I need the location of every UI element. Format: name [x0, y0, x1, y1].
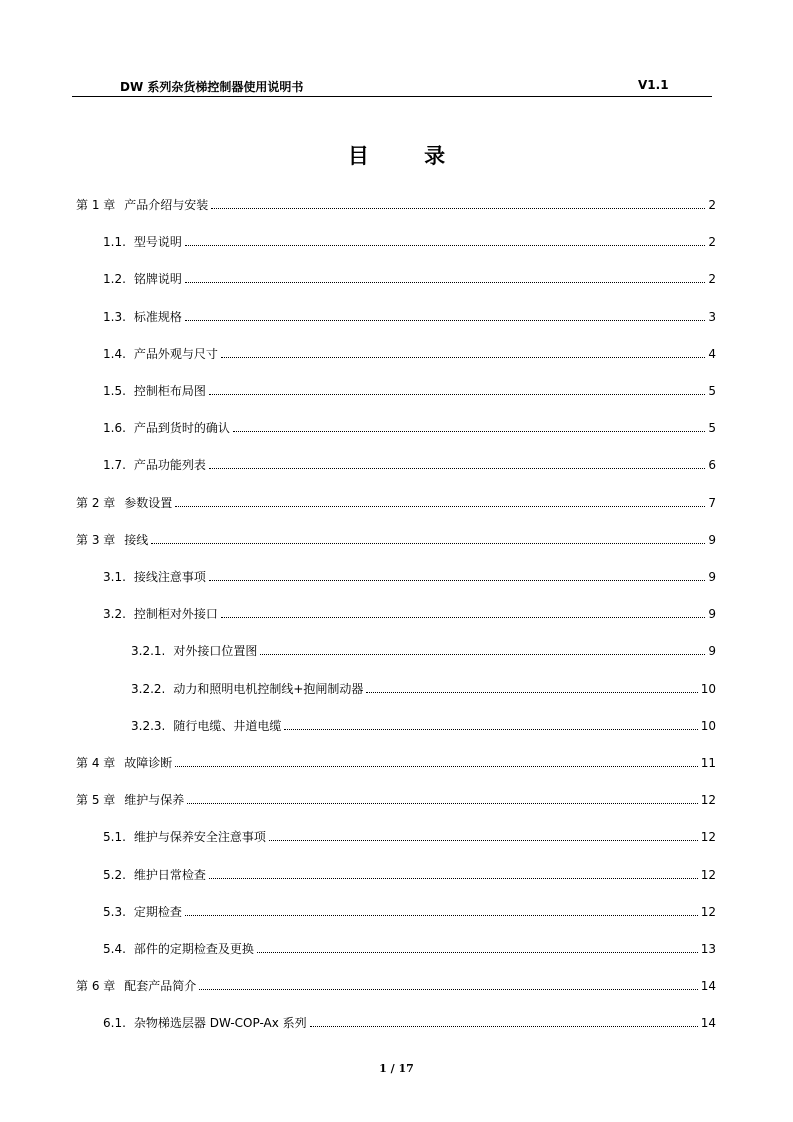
document-version: V1.1 — [638, 78, 669, 92]
toc-entry-page: 13 — [700, 942, 716, 956]
toc-entry-page: 12 — [700, 830, 716, 844]
toc-entry[interactable] — [131, 642, 716, 660]
toc-entry-page: 9 — [708, 607, 716, 621]
toc-entry-page: 6 — [708, 458, 716, 472]
toc-entry-title: 产品介绍与安装 — [124, 198, 209, 212]
toc-entry[interactable] — [103, 1014, 716, 1032]
toc-entry-number: 1.1. — [103, 235, 126, 249]
toc-entry[interactable] — [103, 345, 716, 363]
toc-dot-leader — [151, 543, 705, 544]
toc-entry-number: 1.2. — [103, 272, 126, 286]
toc-dot-leader — [187, 803, 697, 804]
toc-entry-title: 维护与保养安全注意事项 — [133, 830, 266, 844]
toc-entry-page: 3 — [708, 310, 716, 324]
toc-entry-page: 12 — [700, 868, 716, 882]
toc-entry-page: 5 — [708, 421, 716, 435]
toc-dot-leader — [211, 208, 705, 209]
toc-entry-title: 参数设置 — [124, 496, 173, 510]
toc-entry-number: 1.5. — [103, 384, 126, 398]
toc-entry[interactable] — [103, 382, 716, 400]
toc-entry[interactable] — [103, 568, 716, 586]
toc-heading: 目 录 — [347, 143, 470, 168]
toc-entry[interactable] — [103, 456, 716, 474]
toc-entry[interactable] — [103, 903, 716, 921]
toc-entry-title: 产品功能列表 — [133, 458, 206, 472]
toc-dot-leader — [233, 431, 705, 432]
toc-entry-title: 维护日常检查 — [133, 868, 206, 882]
toc-dot-leader — [185, 915, 698, 916]
toc-dot-leader — [199, 989, 697, 990]
toc-dot-leader — [221, 617, 705, 618]
toc-entry-page: 14 — [700, 979, 716, 993]
toc-dot-leader — [260, 654, 705, 655]
toc-dot-leader — [185, 320, 705, 321]
toc-entry-number: 1.4. — [103, 347, 126, 361]
toc-entry-page: 12 — [700, 905, 716, 919]
toc-dot-leader — [366, 692, 697, 693]
toc-entry-page: 14 — [700, 1016, 716, 1030]
toc-entry-page: 5 — [708, 384, 716, 398]
toc-entry-number: 5.2. — [103, 868, 126, 882]
toc-entry-number: 第 1 章 — [76, 198, 116, 212]
toc-entry[interactable] — [131, 680, 716, 698]
toc-dot-leader — [209, 394, 705, 395]
toc-entry-page: 9 — [708, 533, 716, 547]
toc-entry[interactable] — [76, 977, 716, 995]
toc-dot-leader — [209, 580, 705, 581]
toc-entry-page: 10 — [700, 682, 716, 696]
toc-entry[interactable] — [131, 717, 716, 735]
toc-entry-page: 9 — [708, 644, 716, 658]
toc-entry-page: 10 — [700, 719, 716, 733]
toc-entry-number: 1.6. — [103, 421, 126, 435]
toc-entry-title: 控制柜布局图 — [133, 384, 206, 398]
toc-entry[interactable] — [103, 308, 716, 326]
toc-entry-page: 4 — [708, 347, 716, 361]
toc-entry[interactable] — [76, 791, 716, 809]
toc-entry-title: 标准规格 — [133, 310, 182, 324]
toc-entry-title: 对外接口位置图 — [173, 644, 258, 658]
toc-entry-page: 11 — [700, 756, 716, 770]
toc-entry-number: 3.2.2. — [131, 682, 166, 696]
toc-entry-number: 6.1. — [103, 1016, 126, 1030]
toc-entry-page: 2 — [708, 198, 716, 212]
toc-dot-leader — [221, 357, 705, 358]
toc-dot-leader — [257, 952, 698, 953]
toc-entry-number: 第 2 章 — [76, 496, 116, 510]
toc-entry-title: 产品到货时的确认 — [133, 421, 230, 435]
toc-entry-title: 铭牌说明 — [133, 272, 182, 286]
toc-entry-number: 3.2. — [103, 607, 126, 621]
toc-dot-leader — [175, 506, 705, 507]
toc-entry-title: 接线注意事项 — [133, 570, 206, 584]
toc-entry-title: 维护与保养 — [124, 793, 185, 807]
toc-entry-number: 3.2.1. — [131, 644, 166, 658]
toc-entry[interactable] — [103, 233, 716, 251]
toc-entry-title: 接线 — [124, 533, 149, 547]
toc-entry[interactable] — [103, 419, 716, 437]
toc-dot-leader — [269, 840, 698, 841]
toc-entry[interactable] — [76, 531, 716, 549]
toc-dot-leader — [310, 1026, 698, 1027]
toc-entry[interactable] — [76, 494, 716, 512]
toc-entry-number: 5.4. — [103, 942, 126, 956]
toc-entry[interactable] — [76, 196, 716, 214]
toc-entry-page: 2 — [708, 235, 716, 249]
toc-entry-title: 故障诊断 — [124, 756, 173, 770]
toc-dot-leader — [284, 729, 697, 730]
toc-entry[interactable] — [103, 940, 716, 958]
toc-entry-number: 5.3. — [103, 905, 126, 919]
toc-entry-number: 第 4 章 — [76, 756, 116, 770]
toc-dot-leader — [185, 282, 705, 283]
toc-entry-number: 5.1. — [103, 830, 126, 844]
toc-entry-number: 第 3 章 — [76, 533, 116, 547]
toc-entry-title: 型号说明 — [133, 235, 182, 249]
toc-entry-number: 3.2.3. — [131, 719, 166, 733]
toc-entry-title: 定期检查 — [133, 905, 182, 919]
toc-dot-leader — [175, 766, 697, 767]
toc-entry[interactable] — [103, 270, 716, 288]
toc-entry-number: 1.3. — [103, 310, 126, 324]
toc-entry-number: 3.1. — [103, 570, 126, 584]
toc-entry-title: 随行电缆、井道电缆 — [173, 719, 282, 733]
toc-entry-title: 部件的定期检查及更换 — [133, 942, 254, 956]
toc-entry-title: 配套产品简介 — [124, 979, 197, 993]
toc-entry-number: 第 5 章 — [76, 793, 116, 807]
toc-entry-page: 7 — [708, 496, 716, 510]
page-number: 1 / 17 — [379, 1062, 414, 1075]
toc-entry-title: 控制柜对外接口 — [133, 607, 218, 621]
toc-entry[interactable] — [76, 754, 716, 772]
toc-entry-title: 动力和照明电机控制线+抱闸制动器 — [173, 682, 364, 696]
toc-entry-number: 1.7. — [103, 458, 126, 472]
toc-entry-title: 产品外观与尺寸 — [133, 347, 218, 361]
toc-dot-leader — [209, 878, 698, 879]
toc-entry-page: 9 — [708, 570, 716, 584]
toc-entry[interactable] — [103, 866, 716, 884]
toc-entry-title: 杂物梯选层器 DW-COP-Ax 系列 — [133, 1016, 307, 1030]
toc-entry-page: 2 — [708, 272, 716, 286]
toc-dot-leader — [209, 468, 705, 469]
toc-entry-number: 第 6 章 — [76, 979, 116, 993]
toc-entry[interactable] — [103, 605, 716, 623]
toc-dot-leader — [185, 245, 705, 246]
document-title: DW 系列杂货梯控制器使用说明书 — [120, 80, 304, 94]
toc-entry-page: 12 — [700, 793, 716, 807]
toc-entry[interactable] — [103, 828, 716, 846]
